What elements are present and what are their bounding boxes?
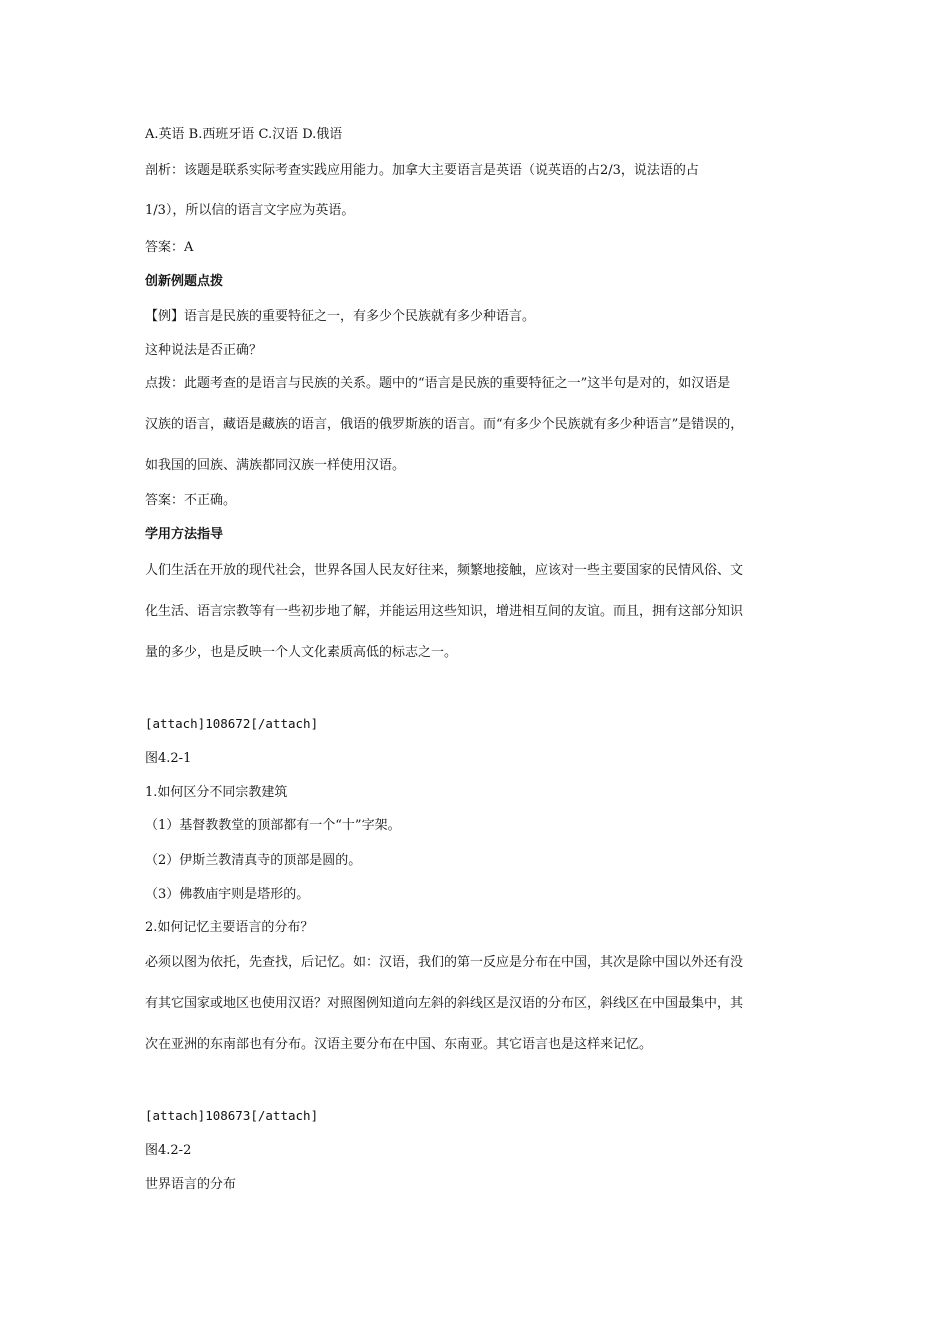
example-answer: 答案：不正确。 (145, 493, 237, 508)
question-heading-2: 2.如何记忆主要语言的分布？ (145, 920, 314, 935)
method-text-line-2: 化生活、语言宗教等有一些初步地了解，并能运用这些知识，增进相互间的友谊。而且，拥有这部分知识 (145, 604, 744, 619)
question-heading-1: 1.如何区分不同宗教建筑 (145, 785, 288, 800)
analysis-text-line-2: 1/3），所以信的语言文字应为英语。 (145, 203, 355, 218)
memory-text-line-1: 必须以图为依托，先查找，后记忆。如：汉语，我们的第一反应是分布在中国，其次是除中国以外还有没 (145, 955, 744, 970)
figure-title-world-languages: 世界语言的分布 (145, 1177, 237, 1192)
list-item-christian-church: （1）基督教教堂的顶部都有一个“十”字架。 (145, 818, 401, 833)
method-text-line-3: 量的多少，也是反映一个人文化素质高低的标志之一。 (145, 645, 458, 660)
attachment-placeholder-1: [attach]108672[/attach] (145, 716, 319, 731)
figure-caption-1: 图4.2-1 (145, 751, 192, 766)
analysis-text-line-1: 剖析：该题是联系实际考查实践应用能力。加拿大主要语言是英语（说英语的占2/3，说法语的占 (145, 163, 699, 178)
answer-options: A.英语 B.西班牙语 C.汉语 D.俄语 (145, 127, 343, 142)
memory-text-line-2: 有其它国家或地区也使用汉语？对照图例知道向左斜的斜线区是汉语的分布区，斜线区在中国最集中，其 (145, 996, 744, 1011)
hint-text-line-1: 点拨：此题考查的是语言与民族的关系。题中的“语言是民族的重要特征之一”这半句是对的，如汉语是 (145, 376, 731, 391)
answer-text: 答案：A (145, 240, 194, 255)
section-heading-innovation-example: 创新例题点拨 (145, 274, 224, 289)
hint-text-line-2: 汉族的语言，藏语是藏族的语言，俄语的俄罗斯族的语言。而“有多少个民族就有多少种语言”是错误的， (145, 417, 744, 432)
memory-text-line-3: 次在亚洲的东南部也有分布。汉语主要分布在中国、东南亚。其它语言也是这样来记忆。 (145, 1037, 653, 1052)
method-text-line-1: 人们生活在开放的现代社会，世界各国人民友好往来，频繁地接触，应该对一些主要国家的民情风俗、文 (145, 563, 744, 578)
example-question: 【例】语言是民族的重要特征之一，有多少个民族就有多少种语言。 (145, 309, 536, 324)
hint-text-line-3: 如我国的回族、满族都同汉族一样使用汉语。 (145, 458, 406, 473)
example-question-prompt: 这种说法是否正确？ (145, 343, 263, 358)
figure-caption-2: 图4.2-2 (145, 1143, 192, 1158)
list-item-buddhist-temple: （3）佛教庙宇则是塔形的。 (145, 887, 310, 902)
section-heading-method-guide: 学用方法指导 (145, 527, 224, 542)
attachment-placeholder-2: [attach]108673[/attach] (145, 1108, 319, 1123)
list-item-islamic-mosque: （2）伊斯兰教清真寺的顶部是圆的。 (145, 853, 362, 868)
